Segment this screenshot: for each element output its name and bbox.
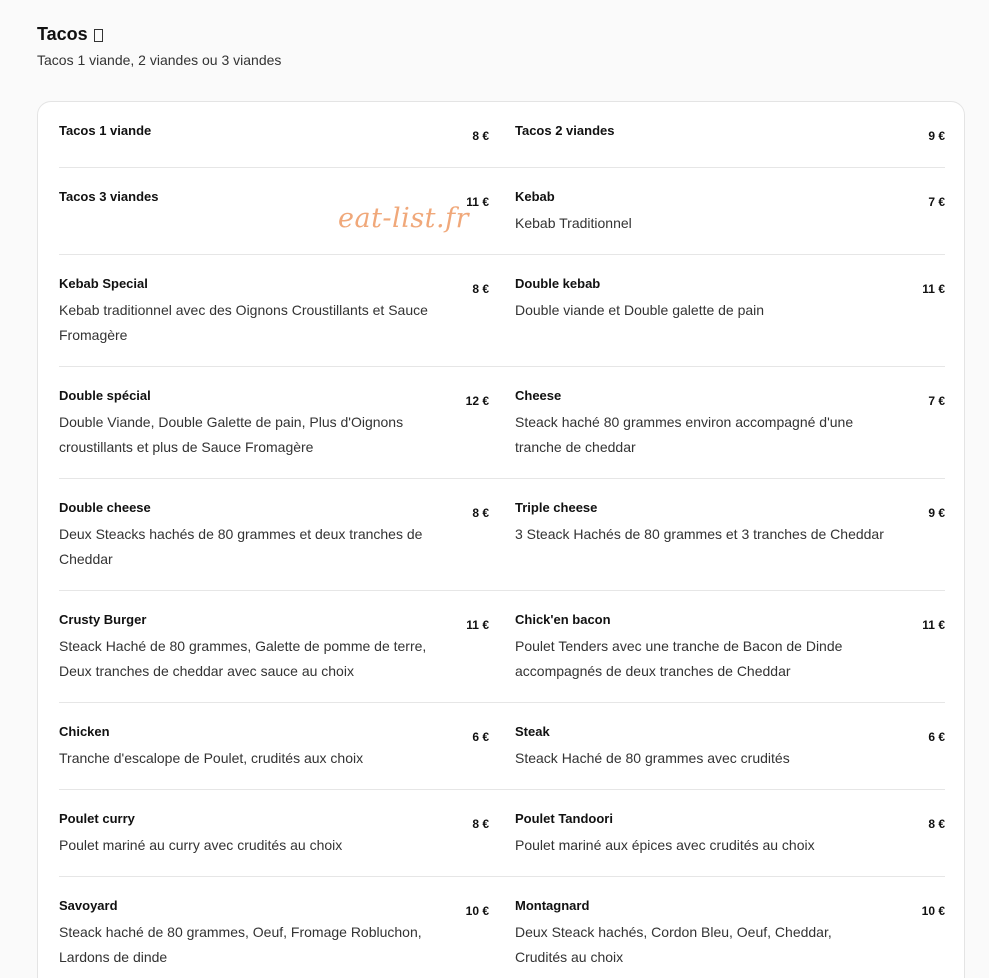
item-name: Tacos 2 viandes	[515, 123, 615, 138]
item-name: Poulet curry	[59, 811, 135, 826]
section-title: Tacos	[37, 23, 88, 44]
item-description: Deux Steacks hachés de 80 grammes et deux tranches de Cheddar	[59, 526, 423, 567]
menu-row	[59, 168, 945, 255]
item-description: Double viande et Double galette de pain	[515, 302, 765, 318]
item-price: 11 €	[922, 282, 945, 296]
menu-item[interactable]	[59, 479, 489, 590]
item-description: Steack haché de 80 grammes, Oeuf, Fromage Robluchon, Lardons de dinde	[59, 924, 422, 965]
item-price: 6 €	[928, 730, 945, 744]
item-name: Crusty Burger	[59, 612, 147, 627]
item-text	[59, 612, 429, 702]
item-price: 7 €	[928, 394, 945, 408]
item-name: Double cheese	[59, 500, 151, 515]
menu-item[interactable]	[515, 877, 945, 978]
item-name: Tacos 1 viande	[59, 123, 152, 138]
menu-item[interactable]	[59, 255, 489, 366]
item-text	[515, 276, 885, 366]
menu-row	[59, 255, 945, 367]
item-price: 9 €	[928, 506, 945, 520]
item-price: 10 €	[921, 904, 945, 918]
item-price: 11 €	[466, 195, 489, 209]
item-price: 6 €	[472, 730, 489, 744]
item-text	[515, 724, 885, 789]
item-description: Poulet mariné au curry avec crudités au choix	[59, 837, 343, 853]
menu-item[interactable]	[515, 479, 945, 590]
menu-row	[59, 102, 945, 168]
item-price: 8 €	[472, 282, 489, 296]
item-description: Kebab traditionnel avec des Oignons Croustillants et Sauce Fromagère	[59, 302, 428, 343]
item-name: Double spécial	[59, 388, 151, 403]
item-name: Double kebab	[515, 276, 601, 291]
item-description: Steack Haché de 80 grammes avec crudités	[515, 750, 790, 766]
watermark: eat-list.fr	[338, 203, 470, 234]
item-description: Kebab Traditionnel	[515, 215, 632, 231]
item-text	[59, 724, 429, 789]
item-text	[515, 123, 885, 167]
item-price: 8 €	[472, 129, 489, 143]
item-text	[59, 276, 429, 366]
item-price: 8 €	[472, 506, 489, 520]
item-price: 12 €	[465, 394, 489, 408]
item-price: 9 €	[928, 129, 945, 143]
item-text	[515, 500, 885, 590]
menu-item[interactable]	[515, 102, 945, 167]
item-description: 3 Steack Hachés de 80 grammes et 3 tranches de Cheddar	[515, 526, 884, 542]
item-text	[59, 388, 429, 478]
menu-item[interactable]	[515, 790, 945, 876]
item-name: Kebab	[515, 189, 555, 204]
section-header	[37, 22, 281, 68]
menu-item[interactable]	[515, 591, 945, 702]
menu-item[interactable]	[59, 367, 489, 478]
item-description: Tranche d'escalope de Poulet, crudités aux choix	[59, 750, 364, 766]
item-text	[515, 811, 885, 876]
item-description: Poulet mariné aux épices avec crudités au choix	[515, 837, 815, 853]
item-description: Steack haché 80 grammes environ accompagné d'une tranche de cheddar	[515, 414, 854, 455]
menu-row	[59, 877, 945, 978]
menu-card	[37, 101, 965, 978]
section-subtitle: Tacos 1 viande, 2 viandes ou 3 viandes	[37, 52, 282, 68]
menu-item[interactable]	[515, 367, 945, 478]
item-name: Savoyard	[59, 898, 118, 913]
item-price: 10 €	[465, 904, 489, 918]
item-description: Steack Haché de 80 grammes, Galette de pomme de terre, Deux tranches de cheddar avec sauce au choix	[59, 638, 427, 679]
menu-item[interactable]	[59, 102, 489, 167]
menu-row	[59, 790, 945, 877]
item-price: 11 €	[922, 618, 945, 632]
menu-row	[59, 703, 945, 790]
menu-row	[59, 479, 945, 591]
menu-row	[59, 367, 945, 479]
menu-item[interactable]	[515, 703, 945, 789]
item-price: 8 €	[928, 817, 945, 831]
taco-emoji-icon	[94, 29, 103, 42]
item-name: Poulet Tandoori	[515, 811, 613, 826]
item-name: Chick'en bacon	[515, 612, 611, 627]
item-name: Chicken	[59, 724, 110, 739]
item-text	[59, 898, 429, 978]
item-name: Kebab Special	[59, 276, 148, 291]
menu-item[interactable]	[59, 591, 489, 702]
item-text	[515, 898, 885, 978]
item-description: Deux Steack hachés, Cordon Bleu, Oeuf, Cheddar, Crudités au choix	[515, 924, 832, 965]
item-text	[515, 612, 885, 702]
menu-item[interactable]	[59, 703, 489, 789]
menu-item[interactable]	[515, 255, 945, 366]
item-price: 8 €	[472, 817, 489, 831]
item-price: 11 €	[466, 618, 489, 632]
item-description: Double Viande, Double Galette de pain, Plus d'Oignons croustillants et plus de Sauce Fromagère	[59, 414, 404, 455]
item-name: Cheese	[515, 388, 562, 403]
menu-item[interactable]	[515, 168, 945, 254]
menu-item[interactable]	[59, 790, 489, 876]
menu-grid	[59, 102, 945, 978]
item-price: 7 €	[928, 195, 945, 209]
item-name: Triple cheese	[515, 500, 598, 515]
menu-row	[59, 591, 945, 703]
item-name: Montagnard	[515, 898, 590, 913]
item-description: Poulet Tenders avec une tranche de Bacon de Dinde accompagnés de deux tranches de Cheddar	[515, 638, 843, 679]
item-name: Steak	[515, 724, 550, 739]
item-text	[515, 388, 885, 478]
item-text	[59, 500, 429, 590]
menu-item[interactable]	[59, 877, 489, 978]
item-name: Tacos 3 viandes	[59, 189, 159, 204]
section-title-row	[37, 22, 281, 46]
item-text	[59, 811, 429, 876]
item-text	[515, 189, 885, 254]
item-text	[59, 123, 429, 167]
